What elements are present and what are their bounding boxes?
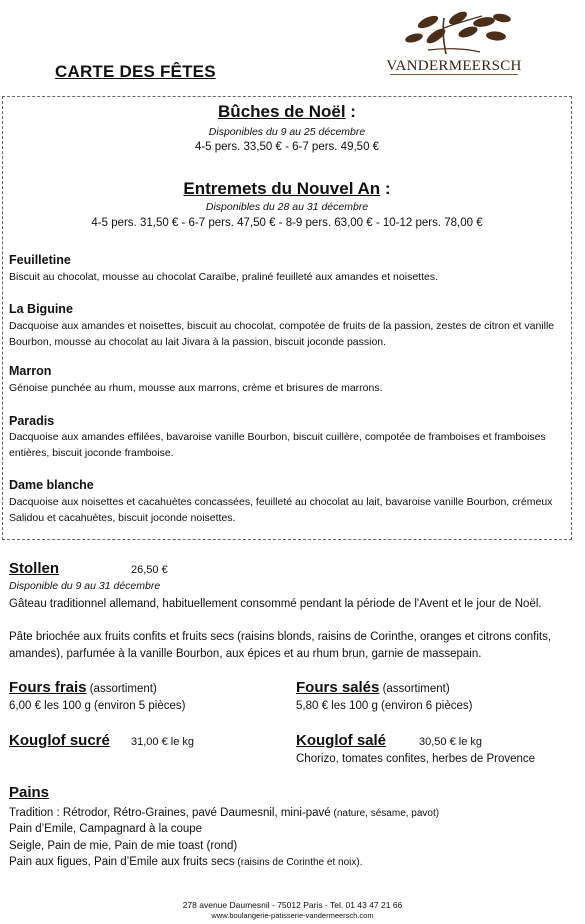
entremets-heading <box>2 179 572 199</box>
fours-frais-note: (assortiment) <box>86 683 157 695</box>
buches-availability: Disponibles du 9 au 25 décembre <box>208 126 366 138</box>
stollen-desc-2: Pâte briochée aux fruits confits et fruits secs (raisins blonds, raisins de Corinthe, oranges et citrons confits, amandes), parfumée à la vanille Bourbon, aux épices et au rhum brun, garnie de massepain. <box>9 631 552 660</box>
pains-line-1-text: Tradition : Rétrodor, Rétro-Graines, pavé Daumesnil, mini-pavé <box>9 807 331 819</box>
entremet-desc-biguine: Dacquoise aux amandes et noisettes, biscuit au chocolat, compotée de fruits de la passion, zestes de citron et vanille Bourbon, mousse au chocolat au lait Jivara à la passion, biscuit joconde passion. <box>9 320 555 348</box>
footer-address: 278 avenue Daumesnil - 75012 Paris - Tel. 01 43 47 21 66 <box>182 900 403 910</box>
stollen-desc-1: Gâteau traditionnel allemand, habituellement consommé pendant la période de l'Avent et le jour de Noël. <box>9 598 542 610</box>
leaf-branch-icon <box>384 8 524 58</box>
pains-line-2: Pain d’Emile, Campagnard à la coupe <box>9 823 203 835</box>
page-title: CARTE DES FÊTES <box>55 62 216 81</box>
pains-line-3: Seigle, Pain de mie, Pain de mie toast (rond) <box>9 840 238 852</box>
entremets-prices: 4-5 pers. 31,50 € - 6-7 pers. 47,50 € - 8-9 pers. 63,00 € - 10-12 pers. 78,00 € <box>91 217 483 229</box>
entremet-name-dame-blanche: Dame blanche <box>9 478 94 492</box>
footer-website[interactable]: www.boulangerie-patisserie-vandermeersch.com <box>211 911 374 920</box>
pains-line-1 <box>9 805 439 823</box>
kouglof-sale-desc: Chorizo, tomates confites, herbes de Provence <box>296 753 536 765</box>
fours-frais-price: 6,00 € les 100 g (environ 5 pièces) <box>9 700 186 712</box>
buches-colon: : <box>345 102 356 121</box>
buches-prices: 4-5 pers. 33,50 € - 6-7 pers. 49,50 € <box>194 141 380 153</box>
brand-underline <box>390 74 518 75</box>
entremet-name-biguine: La Biguine <box>9 302 73 316</box>
pains-line-1-note: (nature, sésame, pavot) <box>330 808 440 819</box>
fours-sales-title: Fours salés <box>296 679 380 696</box>
entremet-desc-marron: Génoise punchée au rhum, mousse aux marrons, crème et brisures de marrons. <box>9 382 383 394</box>
entremets-availability: Disponibles du 28 au 31 décembre <box>205 201 369 213</box>
stollen-price: 26,50 € <box>131 564 168 576</box>
stollen-title: Stollen <box>9 560 60 577</box>
entremet-desc-dame-blanche: Dacquoise aux noisettes et cacahuètes concassées, feuilleté au chocolat au lait, bavaroise vanille Bourbon, crémeux Salidou et cacahuètes, biscuit joconde noisettes. <box>9 496 553 524</box>
pains-line-4-note: (raisins de Corinthe et noix). <box>234 857 363 868</box>
fours-sales-note: (assortiment) <box>379 683 450 695</box>
stollen-availability: Disponible du 9 au 31 décembre <box>9 580 161 592</box>
brand-logo <box>384 8 524 80</box>
kouglof-sucre-title: Kouglof sucré <box>9 732 110 749</box>
entremet-desc-feuilletine: Biscuit au chocolat, mousse au chocolat Caraïbe, praliné feuilleté aux amandes et noisettes. <box>9 271 438 283</box>
kouglof-sucre-price: 31,00 € le kg <box>131 736 194 748</box>
fours-sales-heading <box>296 679 450 698</box>
buches-title: Bûches de Noël <box>218 102 346 121</box>
entremets-title: Entremets du Nouvel An <box>183 179 381 198</box>
fours-frais-title: Fours frais <box>9 679 87 696</box>
brand-name: VANDERMEERSCH <box>386 58 522 74</box>
entremet-name-marron: Marron <box>9 364 52 378</box>
entremet-name-paradis: Paradis <box>9 414 55 428</box>
fours-sales-price: 5,80 € les 100 g (environ 6 pièces) <box>296 700 473 712</box>
buches-heading <box>2 102 572 122</box>
kouglof-sale-price: 30,50 € le kg <box>419 736 482 748</box>
entremet-name-feuilletine: Feuilletine <box>9 253 71 267</box>
fours-frais-heading <box>9 679 157 698</box>
pains-title: Pains <box>9 784 50 801</box>
entremets-colon: : <box>380 179 391 198</box>
cakes-frame <box>2 96 572 540</box>
pains-line-4-text: Pain aux figues, Pain d’Emile aux fruits secs <box>9 856 235 868</box>
kouglof-sale-title: Kouglof salé <box>296 732 387 749</box>
entremet-desc-paradis: Dacquoise aux amandes effilées, bavaroise vanille Bourbon, biscuit cuillère, compotée de framboises et framboises entières, biscuit joconde framboise. <box>9 431 546 459</box>
pains-line-4 <box>9 854 362 872</box>
